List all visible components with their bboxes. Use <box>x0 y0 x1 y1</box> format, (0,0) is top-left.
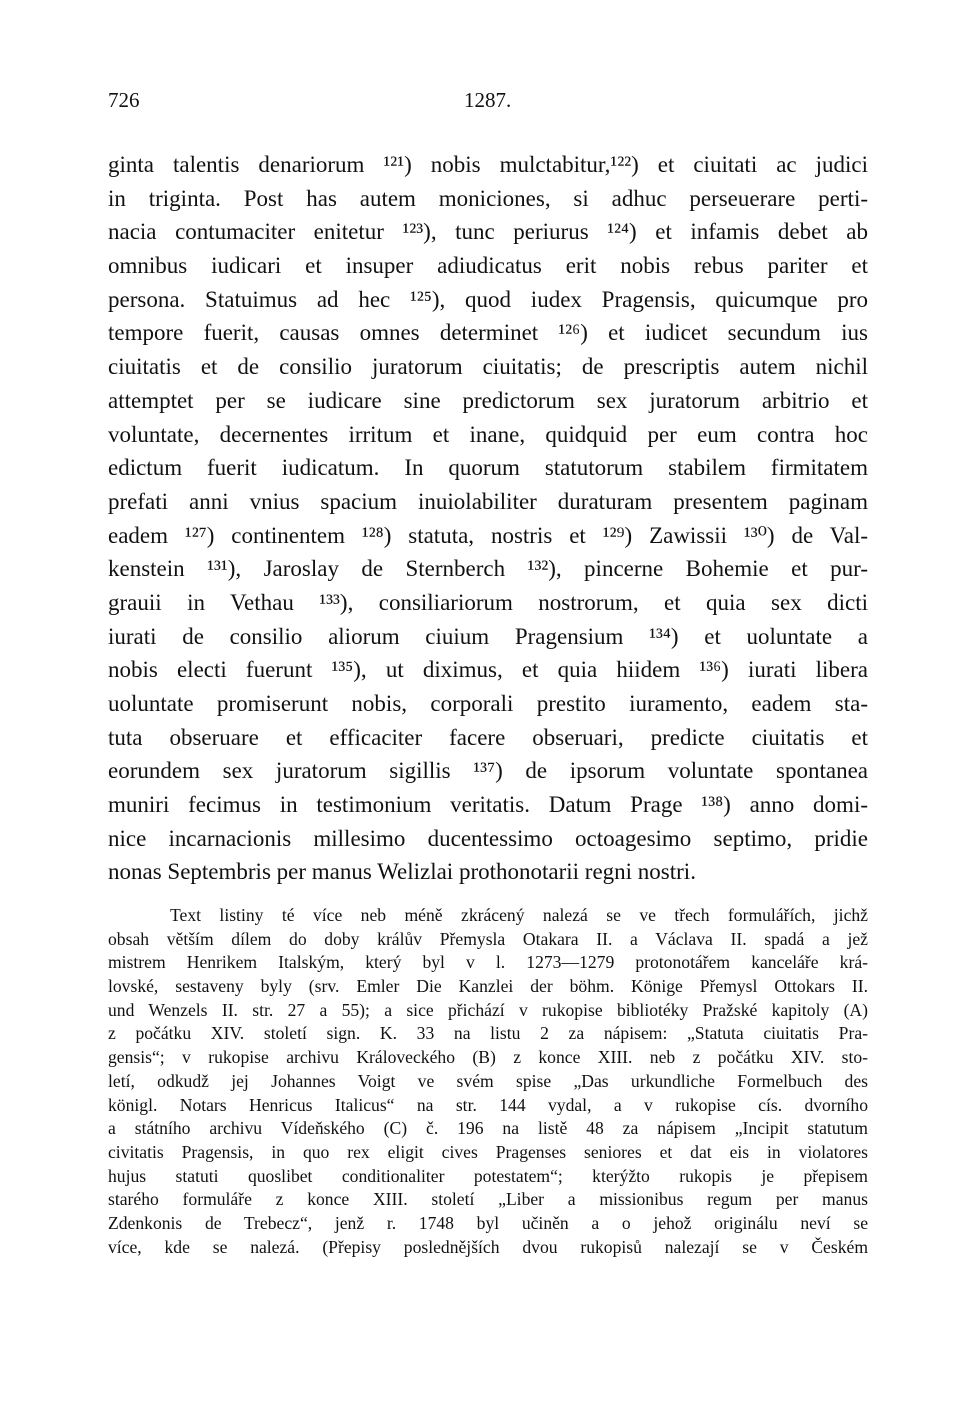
text-line: tuta obseruare et efficaciter facere obseruari, predicte ciuitatis et <box>108 724 868 750</box>
text-line: tempore fuerit, causas omnes determinet ¹²⁶) et iudicet secundum ius <box>108 320 868 346</box>
page-number: 726 <box>108 88 140 112</box>
note-line: obsah větším dílem do doby králův Přemysla Otakara II. a Václava II. spadá a jež <box>108 928 868 949</box>
note-line: civitatis Pragensis, in quo rex eligit cives Pragenses seniores et dat eis in violatores <box>108 1141 868 1162</box>
note-line: z počátku XIV. století sign. K. 33 na listu 2 za nápisem: „Statuta ciuitatis Pra- <box>108 1023 868 1044</box>
note-line: a státního archivu Vídeňského (C) č. 196 na listě 48 za nápisem „Incipit statutum <box>108 1118 868 1139</box>
text-line: in triginta. Post has autem moniciones, si adhuc perseuerare perti- <box>108 185 868 211</box>
text-line: muniri fecimus in testimonium veritatis. Datum Prage ¹³⁸) anno domi- <box>108 792 868 818</box>
note-line: lovské, sestaveny byly (srv. Emler Die Kanzlei der böhm. Könige Přemysl Ottokars II. <box>108 976 868 997</box>
text-line: ginta talentis denariorum ¹²¹) nobis mulctabitur,¹²²) et ciuitati ac judici <box>108 152 868 177</box>
note-line: Text listiny té více neb méně zkrácený nalezá se ve třech formulářích, jichž <box>170 905 868 925</box>
text-line: kenstein ¹³¹), Jaroslay de Sternberch ¹³²), pincerne Bohemie et pur- <box>108 556 868 582</box>
text-line: ciuitatis et de consilio juratorum ciuitatis; de prescriptis autem nichil <box>108 354 868 380</box>
running-header <box>108 88 868 118</box>
header-year: 1287. <box>464 88 512 112</box>
text-line: persona. Statuimus ad hec ¹²⁵), quod iudex Pragensis, quicumque pro <box>108 286 868 312</box>
charter-text <box>108 148 868 889</box>
text-line: prefati anni vnius spacium inuiolabiliter duraturam presentem paginam <box>108 488 868 514</box>
note-line: mistrem Henrikem Italským, který byl v l. 1273—1279 protonotářem kanceláře krá- <box>108 952 868 973</box>
note-line: více, kde se nalezá. (Přepisy poslednějších dvou rukopisů nalezají se v Českém <box>108 1236 868 1257</box>
text-line: nonas Septembris per manus Welizlai prothonotarii regni nostri. <box>108 859 696 885</box>
note-line: gensis“; v rukopise archivu Královeckého (B) z konce XIII. neb z počátku XIV. sto- <box>108 1047 868 1068</box>
text-line: nacia contumaciter enitetur ¹²³), tunc periurus ¹²⁴) et infamis debet ab <box>108 219 868 245</box>
editorial-note <box>108 904 868 1259</box>
note-line: Zdenkonis de Trebecz“, jenž r. 1748 byl učiněn a o jehož originálu neví se <box>108 1212 868 1233</box>
note-line: und Wenzels II. str. 27 a 55); a sice přichází v rukopise bibliotéky Pražské kapitoly (A) <box>108 999 868 1020</box>
text-line: voluntate, decernentes irritum et inane, quidquid per eum contra hoc <box>108 421 868 447</box>
note-line: starého formuláře z konce XIII. století „Liber a missionibus regum per manus <box>108 1189 868 1210</box>
note-line: letí, odkudž jej Johannes Voigt ve svém spise „Das urkundliche Formelbuch des <box>108 1070 868 1091</box>
text-line: nobis electi fuerunt ¹³⁵), ut diximus, et quia hiidem ¹³⁶) iurati libera <box>108 657 868 683</box>
text-line: eadem ¹²⁷) continentem ¹²⁸) statuta, nostris et ¹²⁹) Zawissii ¹³⁰) de Val- <box>108 522 868 548</box>
note-line: königl. Notars Henricus Italicus“ na str. 144 vydal, a v rukopise cís. dvorního <box>108 1094 868 1115</box>
text-line: attemptet per se iudicare sine predictorum sex juratorum arbitrio et <box>108 387 868 413</box>
text-line: grauii in Vethau ¹³³), consiliariorum nostrorum, et quia sex dicti <box>108 589 868 615</box>
text-line: eorundem sex juratorum sigillis ¹³⁷) de ipsorum voluntate spontanea <box>108 758 868 784</box>
note-line: hujus statuti quoslibet conditionaliter potestatem“; kterýžto rukopis je přepisem <box>108 1165 868 1186</box>
text-line: nice incarnacionis millesimo ducentessimo octoagesimo septimo, pridie <box>108 825 868 851</box>
text-line: iurati de consilio aliorum ciuium Pragensium ¹³⁴) et uoluntate a <box>108 623 868 649</box>
text-line: omnibus iudicari et insuper adiudicatus erit nobis rebus pariter et <box>108 253 868 279</box>
text-line: edictum fuerit iudicatum. In quorum statutorum stabilem firmitatem <box>108 455 868 481</box>
text-line: uoluntate promiserunt nobis, corporali prestito iuramento, eadem sta- <box>108 691 868 716</box>
